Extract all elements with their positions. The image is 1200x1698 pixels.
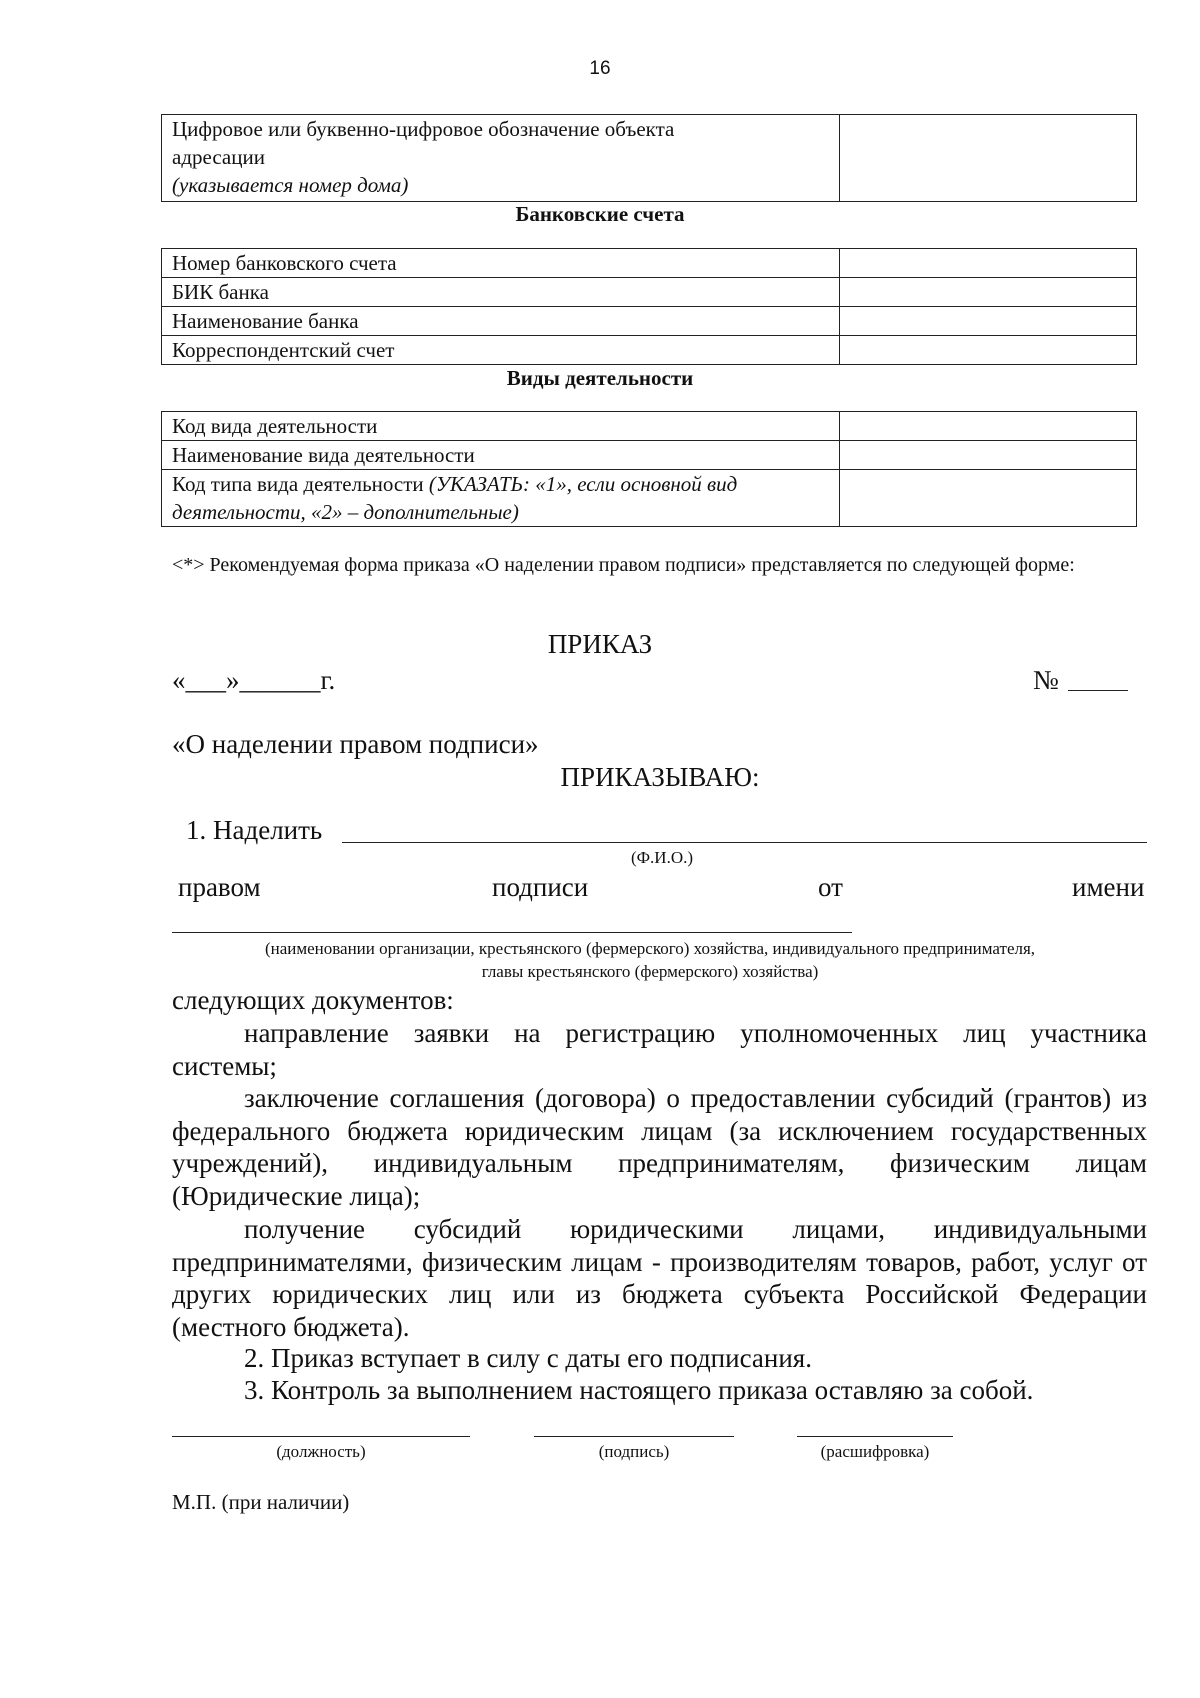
corr-account-value[interactable] [840, 336, 1137, 365]
table-row [162, 307, 1137, 336]
address-value-cell[interactable] [840, 115, 1137, 202]
bik-value[interactable] [840, 278, 1137, 307]
activity-type-label: Код типа вида деятельности (УКАЗАТЬ: «1», если основной вид деятельности, «2» – дополнительные) [162, 470, 840, 527]
page-number: 16 [589, 58, 611, 79]
table-row [162, 115, 1137, 202]
activity-label: Код вида деятельности [162, 412, 840, 441]
bank-label: БИК банка [162, 278, 840, 307]
table-row [162, 470, 1137, 527]
activity-label: Наименование вида деятельности [162, 441, 840, 470]
table-row [162, 249, 1137, 278]
address-label-note: (указывается номер дома) [172, 173, 409, 197]
org-caption-line1: (наименовании организации, крестьянского (фермерского) хозяйства, индивидуального предпринимателя, [264, 939, 1036, 958]
bank-label: Наименование банка [162, 307, 840, 336]
footnote: <*> Рекомендуемая форма приказа «О наделении правом подписи» представляется по следующей форме: [172, 554, 1075, 576]
activity-section-title: Виды деятельности [506, 366, 694, 390]
bank-label: Корреспондентский счет [162, 336, 840, 365]
org-caption-line2: главы крестьянского (фермерского) хозяйства) [481, 962, 819, 981]
signature-caption: (подпись) [598, 1442, 670, 1461]
word-ot: от [818, 872, 843, 902]
position-line[interactable] [172, 1436, 470, 1437]
table-row [162, 336, 1137, 365]
doc3: получение субсидий юридическими лицами, индивидуальными предпринимателями, физическим лицам - производителям товаров, работ, услуг от других юридических лиц или из бюджета субъекта Российской Федерации (местного бюджета). [172, 1214, 1147, 1342]
item1-prefix: 1. Наделить [186, 815, 323, 845]
order-command: ПРИКАЗЫВАЮ: [560, 762, 760, 792]
activity-type-value[interactable] [840, 470, 1137, 527]
table-row [162, 278, 1137, 307]
bank-table [161, 248, 1137, 365]
order-number-label: № [1033, 665, 1059, 695]
bank-section-title: Банковские счета [515, 202, 685, 226]
bank-name-value[interactable] [840, 307, 1137, 336]
order-subject: «О наделении правом подписи» [172, 729, 539, 759]
word-podpisi: подписи [492, 872, 589, 902]
bank-account-value[interactable] [840, 249, 1137, 278]
word-pravom: правом [178, 872, 261, 902]
activity-table [161, 411, 1137, 527]
address-table [161, 114, 1137, 202]
transcript-caption: (расшифровка) [820, 1442, 930, 1461]
transcript-line[interactable] [797, 1436, 953, 1437]
fio-caption: (Ф.И.О.) [630, 848, 694, 867]
doc2: заключение соглашения (договора) о предоставлении субсидий (грантов) из федерального бюджета юридическим лицам (за исключением государственных учреждений), индивидуальным предпринимателям, физическим лицам (Юридические лица); [172, 1083, 1147, 1211]
order-title: ПРИКАЗ [547, 629, 653, 659]
doc1: направление заявки на регистрацию уполномоченных лиц участника системы; [172, 1018, 1147, 1081]
org-line[interactable] [172, 900, 852, 933]
order-number-line [1068, 690, 1128, 691]
table-row [162, 412, 1137, 441]
order-date: «___»______г. [172, 665, 336, 695]
signature-line[interactable] [534, 1436, 734, 1437]
activity-code-value[interactable] [840, 412, 1137, 441]
stamp-note: М.П. (при наличии) [172, 1490, 350, 1514]
word-imeni: имени [1072, 872, 1145, 902]
address-label-cell [162, 115, 840, 202]
activity-name-value[interactable] [840, 441, 1137, 470]
position-caption: (должность) [276, 1442, 366, 1461]
item3: 3. Контроль за выполнением настоящего приказа оставляю за собой. [244, 1375, 1034, 1405]
item2: 2. Приказ вступает в силу с даты его подписания. [244, 1343, 812, 1373]
docs-intro: следующих документов: [172, 985, 454, 1015]
address-label-line2: адресации [172, 145, 265, 169]
bank-label: Номер банковского счета [162, 249, 840, 278]
fio-line[interactable] [342, 810, 1147, 843]
table-row [162, 441, 1137, 470]
address-label-line1: Цифровое или буквенно-цифровое обозначение объекта [172, 117, 675, 141]
